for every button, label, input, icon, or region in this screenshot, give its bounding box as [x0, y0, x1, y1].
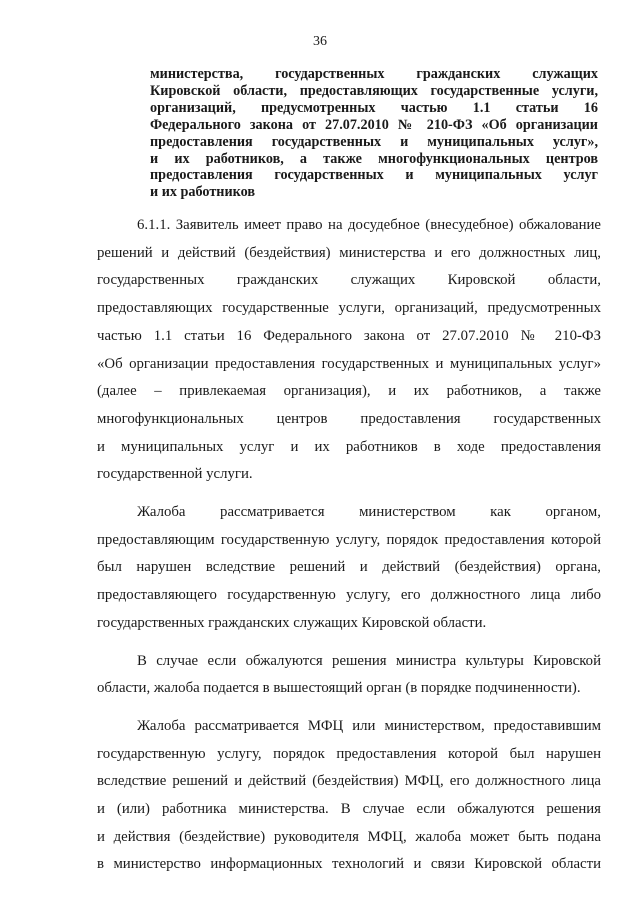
- text-line: Жалоба рассматривается министерством как органом,: [137, 504, 601, 521]
- paragraph-complaint-ministry: [97, 499, 601, 638]
- heading-line: предоставления государственных и муниципальных услуг: [150, 167, 598, 184]
- text-line: многофункциональных центров предоставления государственных: [97, 410, 601, 427]
- text-line: 6.1.1. Заявитель имеет право на досудебное (внесудебное) обжалование: [137, 217, 601, 233]
- text-line: предоставляющим государственную услугу, порядок предоставления которой: [97, 531, 601, 548]
- text-line: государственной услуги.: [97, 466, 253, 483]
- text-line: в министерство информационных технологий и связи Кировской области: [97, 856, 601, 873]
- text-line: (далее – привлекаемая организация), и их работников, а также: [97, 383, 601, 400]
- heading-line: предоставления государственных и муниципальных услуг»,: [150, 133, 598, 150]
- text-line: «Об организации предоставления государственных и муниципальных услуг»: [97, 355, 601, 372]
- text-line: предоставляющих государственные услуги, организаций, предусмотренных: [97, 300, 601, 317]
- text-line: В случае если обжалуются решения министра культуры Кировской: [137, 652, 601, 669]
- text-line: государственных гражданских служащих Кировской области.: [97, 614, 487, 631]
- text-line: и (или) работника министерства. В случае если обжалуются решения: [97, 801, 601, 818]
- text-line: Жалоба рассматривается МФЦ или министерством, предоставившим: [137, 717, 601, 734]
- text-line: предоставляющего государственную услугу, его должностного лица либо: [97, 587, 601, 604]
- heading-line: и их работников: [150, 184, 256, 201]
- paragraph-minister-decisions: [97, 648, 601, 703]
- text-line: был нарушен вследствие решений и действий (бездействия) органа,: [97, 559, 601, 576]
- document-body: [97, 212, 601, 889]
- text-line: и муниципальных услуг и их работников в ходе предоставления: [97, 438, 601, 455]
- heading-line: Кировской области, предоставляющих государственные услуги,: [150, 82, 598, 99]
- heading-line: министерства, государственных гражданских служащих: [150, 66, 598, 82]
- heading-line: и их работников, а также многофункциональных центров: [150, 150, 598, 167]
- text-line: решений и действий (бездействия) министерства и его должностных лиц,: [97, 244, 601, 261]
- paragraph-appeal-right: [97, 212, 601, 489]
- text-line: частью 1.1 статьи 16 Федерального закона от 27.07.2010 № 210-ФЗ: [97, 327, 601, 344]
- text-line: государственную услугу, порядок предоставления которой был нарушен: [97, 745, 601, 762]
- text-line: области, жалоба подается в вышестоящий орган (в порядке подчиненности).: [97, 680, 581, 697]
- section-heading: [150, 66, 598, 201]
- heading-line: Федерального закона от 27.07.2010 № 210-ФЗ «Об организации: [150, 116, 598, 133]
- paragraph-complaint-mfc: [97, 713, 601, 879]
- text-line: и действия (бездействие) руководителя МФЦ, жалоба может быть подана: [97, 828, 601, 845]
- page-number: 36: [313, 34, 327, 49]
- text-line: государственных гражданских служащих Кировской области,: [97, 272, 601, 289]
- text-line: вследствие решений и действий (бездействия) МФЦ, его должностного лица: [97, 773, 601, 790]
- heading-line: организаций, предусмотренных частью 1.1 статьи 16: [150, 99, 598, 116]
